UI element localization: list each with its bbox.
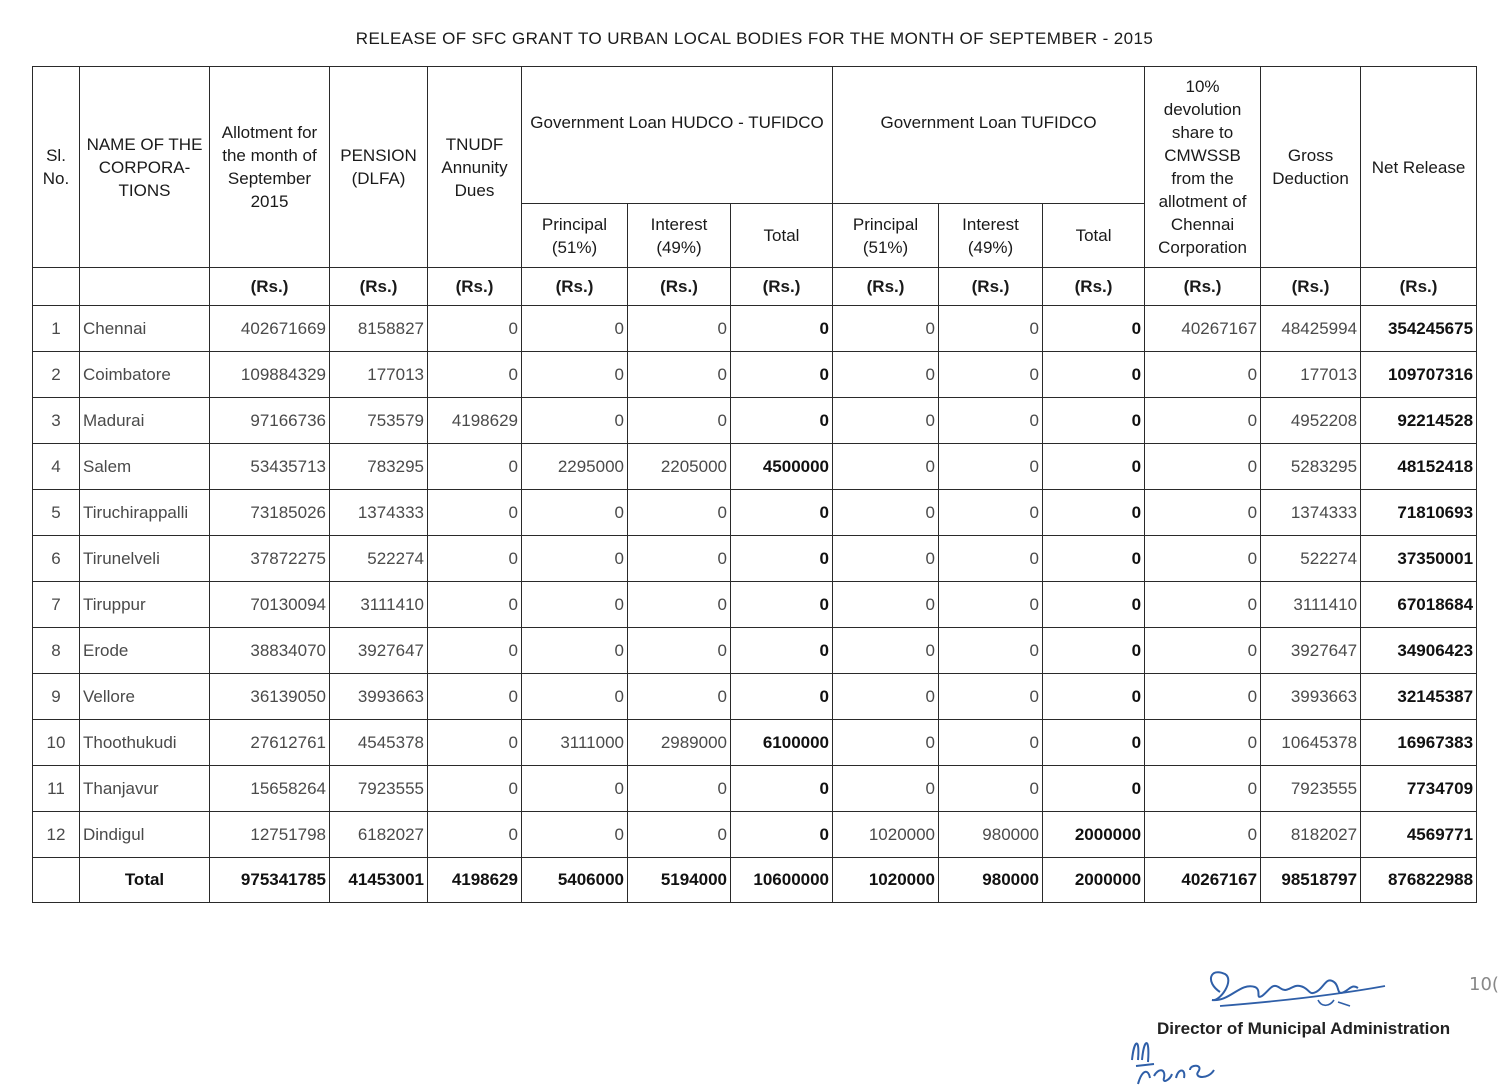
cell-pension: 3993663 <box>330 674 428 720</box>
cell-gross: 7923555 <box>1261 766 1361 812</box>
cell-t-interest: 0 <box>939 766 1043 812</box>
cell-h-principal: 0 <box>522 398 628 444</box>
cell-name: Salem <box>80 444 210 490</box>
cell-tnudf: 0 <box>428 628 522 674</box>
cell-h-interest: 0 <box>628 766 731 812</box>
cell-h-principal: 0 <box>522 490 628 536</box>
cell-allotment: 53435713 <box>210 444 330 490</box>
cell-allotment: 36139050 <box>210 674 330 720</box>
cell-t-total: 0 <box>1043 306 1145 352</box>
margin-note <box>1465 970 1509 1000</box>
cell-devolution: 0 <box>1145 674 1261 720</box>
cell-pension: 753579 <box>330 398 428 444</box>
table-row <box>33 628 1477 674</box>
cell-h-total: 0 <box>731 490 833 536</box>
cell-t-principal: 1020000 <box>833 812 939 858</box>
cell-h-total: 6100000 <box>731 720 833 766</box>
units-row <box>33 268 1477 306</box>
header-hudco-interest: Interest (49%) <box>628 204 731 268</box>
total-label: Total <box>80 858 210 903</box>
cell-name: Coimbatore <box>80 352 210 398</box>
header-devolution: 10% devolution share to CMWSSB from the allotment of Chennai Corporation <box>1145 67 1261 268</box>
cell-h-interest: 0 <box>628 812 731 858</box>
cell-t-total: 0 <box>1043 352 1145 398</box>
cell-h-interest: 0 <box>628 352 731 398</box>
cell-t-interest: 0 <box>939 536 1043 582</box>
total-tnudf: 4198629 <box>428 858 522 903</box>
cell-h-principal: 0 <box>522 628 628 674</box>
cell-allotment: 27612761 <box>210 720 330 766</box>
table-row <box>33 582 1477 628</box>
cell-sl: 3 <box>33 398 80 444</box>
cell-gross: 522274 <box>1261 536 1361 582</box>
cell-t-principal: 0 <box>833 352 939 398</box>
cell-h-total: 0 <box>731 398 833 444</box>
initials-mark <box>1124 1020 1224 1086</box>
cell-net: 37350001 <box>1361 536 1477 582</box>
cell-t-interest: 0 <box>939 444 1043 490</box>
cell-pension: 7923555 <box>330 766 428 812</box>
cell-pension: 1374333 <box>330 490 428 536</box>
cell-h-interest: 0 <box>628 490 731 536</box>
cell-tnudf: 0 <box>428 490 522 536</box>
cell-name: Madurai <box>80 398 210 444</box>
cell-devolution: 0 <box>1145 628 1261 674</box>
unit-cell: (Rs.) <box>833 268 939 306</box>
cell-t-total: 0 <box>1043 766 1145 812</box>
header-allotment: Allotment for the month of September 2015 <box>210 67 330 268</box>
cell-h-interest: 0 <box>628 582 731 628</box>
cell-h-interest: 0 <box>628 628 731 674</box>
table-row <box>33 720 1477 766</box>
cell-h-principal: 0 <box>522 536 628 582</box>
cell-sl: 4 <box>33 444 80 490</box>
total-gross-deduction: 98518797 <box>1261 858 1361 903</box>
cell-tnudf: 0 <box>428 812 522 858</box>
table-row <box>33 444 1477 490</box>
cell-pension: 783295 <box>330 444 428 490</box>
cell-gross: 8182027 <box>1261 812 1361 858</box>
cell-sl: 8 <box>33 628 80 674</box>
unit-cell: (Rs.) <box>428 268 522 306</box>
cell-allotment: 402671669 <box>210 306 330 352</box>
cell-gross: 4952208 <box>1261 398 1361 444</box>
cell-t-total: 2000000 <box>1043 812 1145 858</box>
total-pension: 41453001 <box>330 858 428 903</box>
cell-gross: 177013 <box>1261 352 1361 398</box>
cell-sl: 9 <box>33 674 80 720</box>
table-row <box>33 398 1477 444</box>
cell-allotment: 37872275 <box>210 536 330 582</box>
cell-tnudf: 4198629 <box>428 398 522 444</box>
cell-devolution: 0 <box>1145 582 1261 628</box>
cell-allotment: 70130094 <box>210 582 330 628</box>
total-net-release: 876822988 <box>1361 858 1477 903</box>
cell-allotment: 38834070 <box>210 628 330 674</box>
signature-image <box>1200 962 1400 1022</box>
header-pension: PENSION (DLFA) <box>330 67 428 268</box>
cell-t-total: 0 <box>1043 720 1145 766</box>
cell-pension: 177013 <box>330 352 428 398</box>
cell-t-total: 0 <box>1043 628 1145 674</box>
cell-h-total: 0 <box>731 812 833 858</box>
signatory-designation: Director of Municipal Administration <box>1157 1019 1451 1038</box>
unit-cell: (Rs.) <box>1261 268 1361 306</box>
table-row <box>33 352 1477 398</box>
cell-h-total: 0 <box>731 582 833 628</box>
cell-tnudf: 0 <box>428 582 522 628</box>
cell-t-interest: 0 <box>939 720 1043 766</box>
cell-net: 34906423 <box>1361 628 1477 674</box>
cell-gross: 3111410 <box>1261 582 1361 628</box>
cell-pension: 8158827 <box>330 306 428 352</box>
cell-t-interest: 0 <box>939 398 1043 444</box>
cell-h-principal: 0 <box>522 352 628 398</box>
cell-h-interest: 0 <box>628 674 731 720</box>
unit-cell: (Rs.) <box>210 268 330 306</box>
unit-cell: (Rs.) <box>1145 268 1261 306</box>
cell-tnudf: 0 <box>428 720 522 766</box>
cell-pension: 4545378 <box>330 720 428 766</box>
header-tufidco-interest: Interest (49%) <box>939 204 1043 268</box>
cell-t-principal: 0 <box>833 582 939 628</box>
cell-h-interest: 2205000 <box>628 444 731 490</box>
cell-t-principal: 0 <box>833 720 939 766</box>
cell-devolution: 0 <box>1145 490 1261 536</box>
svg-text:10(: 10( <box>1469 974 1499 995</box>
total-hudco-total: 10600000 <box>731 858 833 903</box>
cell-h-total: 0 <box>731 766 833 812</box>
report-title: RELEASE OF SFC GRANT TO URBAN LOCAL BODIES FOR THE MONTH OF SEPTEMBER - 2015 <box>355 29 1154 48</box>
unit-cell: (Rs.) <box>1361 268 1477 306</box>
cell-name: Tirunelveli <box>80 536 210 582</box>
total-hudco-interest: 5194000 <box>628 858 731 903</box>
cell-net: 92214528 <box>1361 398 1477 444</box>
header-tufidco-group: Government Loan TUFIDCO <box>833 67 1145 204</box>
cell-t-principal: 0 <box>833 674 939 720</box>
cell-name: Thoothukudi <box>80 720 210 766</box>
cell-t-interest: 0 <box>939 490 1043 536</box>
cell-devolution: 0 <box>1145 444 1261 490</box>
cell-net: 71810693 <box>1361 490 1477 536</box>
cell-name: Vellore <box>80 674 210 720</box>
unit-cell: (Rs.) <box>1043 268 1145 306</box>
cell-t-principal: 0 <box>833 398 939 444</box>
cell-sl: 12 <box>33 812 80 858</box>
header-tufidco-total: Total <box>1043 204 1145 268</box>
header-hudco-total: Total <box>731 204 833 268</box>
total-tufidco-principal: 1020000 <box>833 858 939 903</box>
total-allotment: 975341785 <box>210 858 330 903</box>
cell-t-total: 0 <box>1043 674 1145 720</box>
unit-cell-empty <box>80 268 210 306</box>
cell-t-interest: 0 <box>939 352 1043 398</box>
cell-t-principal: 0 <box>833 444 939 490</box>
total-tufidco-interest: 980000 <box>939 858 1043 903</box>
cell-net: 4569771 <box>1361 812 1477 858</box>
header-gross-deduction: Gross Deduction <box>1261 67 1361 268</box>
table-row <box>33 674 1477 720</box>
cell-t-total: 0 <box>1043 490 1145 536</box>
cell-pension: 522274 <box>330 536 428 582</box>
cell-name: Tiruchirappalli <box>80 490 210 536</box>
cell-t-principal: 0 <box>833 766 939 812</box>
cell-t-interest: 0 <box>939 582 1043 628</box>
cell-t-interest: 0 <box>939 306 1043 352</box>
sfc-grant-table <box>32 66 1477 903</box>
cell-tnudf: 0 <box>428 766 522 812</box>
cell-devolution: 0 <box>1145 352 1261 398</box>
cell-h-interest: 0 <box>628 306 731 352</box>
table-row <box>33 536 1477 582</box>
cell-h-total: 0 <box>731 306 833 352</box>
cell-t-principal: 0 <box>833 306 939 352</box>
total-devolution: 40267167 <box>1145 858 1261 903</box>
header-tnudf: TNUDF Annunity Dues <box>428 67 522 268</box>
cell-h-principal: 0 <box>522 674 628 720</box>
cell-h-interest: 2989000 <box>628 720 731 766</box>
total-row <box>33 858 1477 903</box>
cell-h-interest: 0 <box>628 398 731 444</box>
cell-devolution: 0 <box>1145 720 1261 766</box>
cell-t-total: 0 <box>1043 582 1145 628</box>
cell-net: 7734709 <box>1361 766 1477 812</box>
unit-cell: (Rs.) <box>522 268 628 306</box>
unit-cell-empty <box>33 268 80 306</box>
cell-net: 354245675 <box>1361 306 1477 352</box>
cell-t-principal: 0 <box>833 490 939 536</box>
header-sl-no: Sl. No. <box>33 67 80 268</box>
cell-devolution: 0 <box>1145 536 1261 582</box>
cell-t-total: 0 <box>1043 444 1145 490</box>
cell-h-total: 0 <box>731 352 833 398</box>
table-body <box>33 268 1477 858</box>
cell-tnudf: 0 <box>428 536 522 582</box>
cell-sl: 11 <box>33 766 80 812</box>
header-name: NAME OF THE CORPORA-TIONS <box>80 67 210 268</box>
cell-t-interest: 980000 <box>939 812 1043 858</box>
cell-pension: 3111410 <box>330 582 428 628</box>
cell-h-principal: 0 <box>522 582 628 628</box>
cell-tnudf: 0 <box>428 674 522 720</box>
cell-gross: 3993663 <box>1261 674 1361 720</box>
cell-devolution: 0 <box>1145 398 1261 444</box>
cell-allotment: 73185026 <box>210 490 330 536</box>
cell-h-principal: 3111000 <box>522 720 628 766</box>
cell-t-interest: 0 <box>939 628 1043 674</box>
cell-gross: 48425994 <box>1261 306 1361 352</box>
cell-allotment: 97166736 <box>210 398 330 444</box>
unit-cell: (Rs.) <box>731 268 833 306</box>
cell-allotment: 109884329 <box>210 352 330 398</box>
total-hudco-principal: 5406000 <box>522 858 628 903</box>
cell-net: 109707316 <box>1361 352 1477 398</box>
cell-pension: 3927647 <box>330 628 428 674</box>
table-row <box>33 306 1477 352</box>
cell-h-principal: 0 <box>522 812 628 858</box>
header-net-release: Net Release <box>1361 67 1477 268</box>
cell-sl: 5 <box>33 490 80 536</box>
cell-net: 32145387 <box>1361 674 1477 720</box>
cell-t-principal: 0 <box>833 628 939 674</box>
cell-pension: 6182027 <box>330 812 428 858</box>
unit-cell: (Rs.) <box>628 268 731 306</box>
cell-gross: 10645378 <box>1261 720 1361 766</box>
cell-devolution: 0 <box>1145 766 1261 812</box>
cell-allotment: 15658264 <box>210 766 330 812</box>
total-tufidco-total: 2000000 <box>1043 858 1145 903</box>
cell-tnudf: 0 <box>428 306 522 352</box>
total-sl-empty <box>33 858 80 903</box>
cell-net: 16967383 <box>1361 720 1477 766</box>
cell-h-total: 0 <box>731 536 833 582</box>
header-tufidco-principal: Principal (51%) <box>833 204 939 268</box>
cell-t-principal: 0 <box>833 536 939 582</box>
cell-name: Chennai <box>80 306 210 352</box>
cell-gross: 5283295 <box>1261 444 1361 490</box>
cell-tnudf: 0 <box>428 352 522 398</box>
cell-tnudf: 0 <box>428 444 522 490</box>
cell-h-principal: 0 <box>522 766 628 812</box>
cell-t-total: 0 <box>1043 536 1145 582</box>
cell-gross: 1374333 <box>1261 490 1361 536</box>
unit-cell: (Rs.) <box>939 268 1043 306</box>
cell-name: Thanjavur <box>80 766 210 812</box>
cell-sl: 10 <box>33 720 80 766</box>
cell-devolution: 0 <box>1145 812 1261 858</box>
cell-h-principal: 2295000 <box>522 444 628 490</box>
cell-h-total: 0 <box>731 628 833 674</box>
table-row <box>33 766 1477 812</box>
table-row <box>33 812 1477 858</box>
cell-sl: 6 <box>33 536 80 582</box>
cell-devolution: 40267167 <box>1145 306 1261 352</box>
cell-allotment: 12751798 <box>210 812 330 858</box>
cell-sl: 7 <box>33 582 80 628</box>
cell-t-total: 0 <box>1043 398 1145 444</box>
cell-name: Tiruppur <box>80 582 210 628</box>
header-hudco-principal: Principal (51%) <box>522 204 628 268</box>
cell-sl: 1 <box>33 306 80 352</box>
cell-net: 67018684 <box>1361 582 1477 628</box>
cell-gross: 3927647 <box>1261 628 1361 674</box>
cell-h-total: 0 <box>731 674 833 720</box>
cell-h-interest: 0 <box>628 536 731 582</box>
unit-cell: (Rs.) <box>330 268 428 306</box>
cell-net: 48152418 <box>1361 444 1477 490</box>
cell-t-interest: 0 <box>939 674 1043 720</box>
cell-name: Erode <box>80 628 210 674</box>
table-row <box>33 490 1477 536</box>
cell-name: Dindigul <box>80 812 210 858</box>
cell-h-total: 4500000 <box>731 444 833 490</box>
header-hudco-group: Government Loan HUDCO - TUFIDCO <box>522 67 833 204</box>
cell-h-principal: 0 <box>522 306 628 352</box>
cell-sl: 2 <box>33 352 80 398</box>
